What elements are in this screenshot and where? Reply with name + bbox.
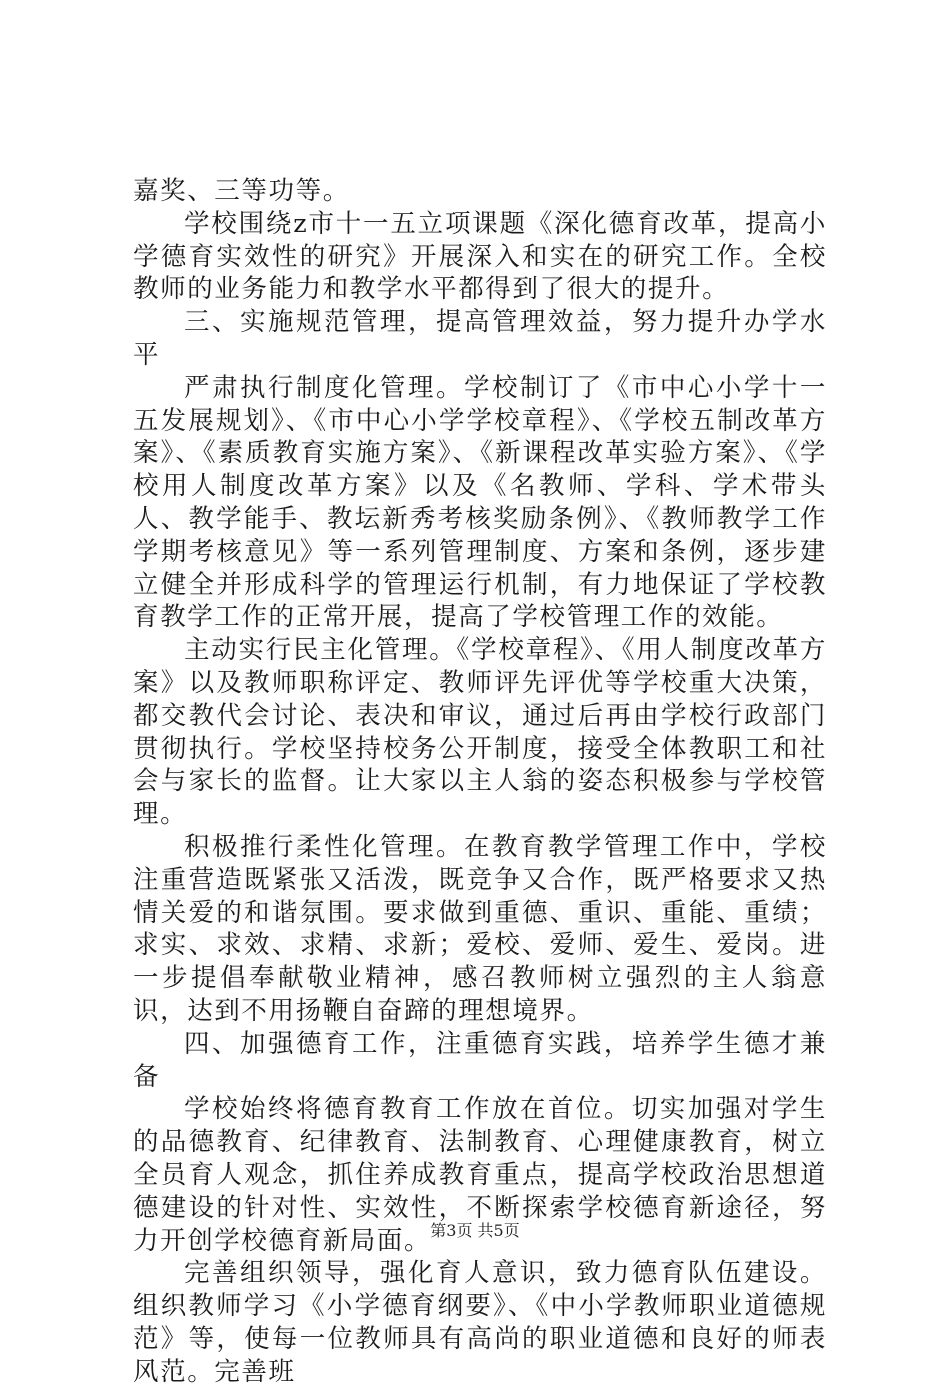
paragraph-organization-leadership: 完善组织领导，强化育人意识，致力德育队伍建设。组织教师学习《小学德育纲要》、《中小学教师职业道德规范》等，使每一位教师具有高尚的职业道德和良好的师表风范。完善班 xyxy=(133,1258,827,1387)
paragraph-flexible-management: 积极推行柔性化管理。在教育教学管理工作中，学校注重营造既紧张又活泼，既竞争又合作，既严格要求又热情关爱的和谐氛围。要求做到重德、重识、重能、重绩；求实、求效、求精、求新；爱校、爱师、爱生、爱岗。进一步提倡奉献敬业精神，感召教师树立强烈的主人翁意识，达到不用扬鞭自奋蹄的理想境界。 xyxy=(133,831,827,1026)
paragraph-continuation: 嘉奖、三等功等。 xyxy=(133,176,350,206)
section-heading-management: 三、实施规范管理，提高管理效益，努力提升办学水平 xyxy=(133,307,827,370)
paragraph-democratic-management: 主动实行民主化管理。《学校章程》、《用人制度改革方案》以及教师职称评定、教师评先评优等学校重大决策，都交教代会讨论、表决和审议，通过后再由学校行政部门贯彻执行。学校坚持校务公开制度，接受全体教职工和社会与家长的监督。让大家以主人翁的姿态积极参与学校管理。 xyxy=(133,635,827,830)
page-number: 第3页 共5页 xyxy=(430,1221,520,1240)
section-heading-moral-education: 四、加强德育工作，注重德育实践，培养学生德才兼备 xyxy=(133,1028,827,1092)
paragraph-moral-priority: 学校始终将德育教育工作放在首位。切实加强对学生的品德教育、纪律教育、法制教育、心理健康教育，树立全员育人观念，抓住养成教育重点，提高学校政治思想道德建设的针对性、实效性，不断探索学校德育新途径，努力开创学校德育新局面。 xyxy=(133,1094,827,1256)
paragraph-institutional-management: 严肃执行制度化管理。学校制订了《市中心小学十一五发展规划》、《市中心小学学校章程》、《学校五制改革方案》、《素质教育实施方案》、《新课程改革实验方案》、《学校用人制度改革方案》以及《名教师、学科、学术带头人、教学能手、教坛新秀考核奖励条例》、《教师教学工作学期考核意见》等一系列管理制度、方案和条例，逐步建立健全并形成科学的管理运行机制，有力地保证了学校教育教学工作的正常开展，提高了学校管理工作的效能。 xyxy=(133,372,827,633)
paragraph-research-project: 学校围绕z市十一五立项课题《深化德育改革，提高小学德育实效性的研究》开展深入和实在的研究工作。全校教师的业务能力和教学水平都得到了很大的提升。 xyxy=(133,208,827,305)
document-body xyxy=(133,175,827,1388)
page-footer xyxy=(0,1218,950,1241)
